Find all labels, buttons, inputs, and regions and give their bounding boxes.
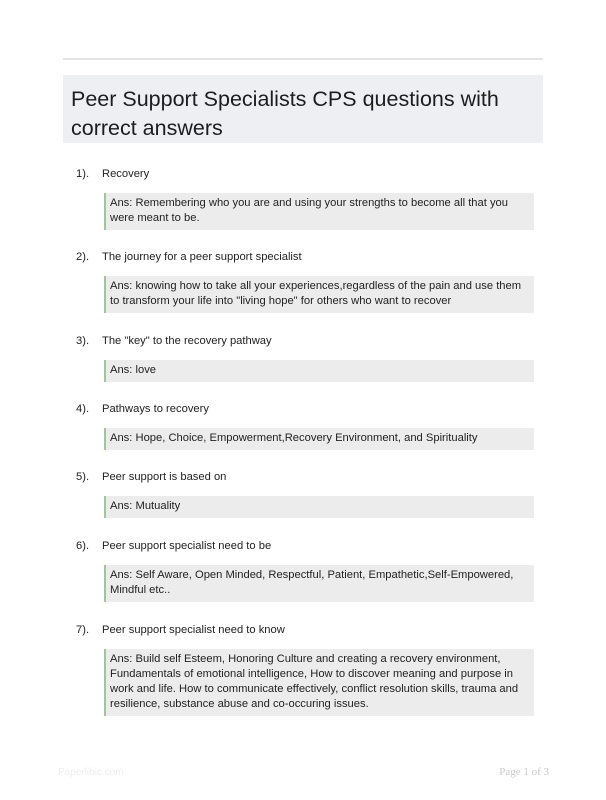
- question-row: [76, 623, 534, 638]
- question-number: 4).: [76, 403, 90, 415]
- title-banner: [63, 75, 543, 143]
- answer-box: Ans: Self Aware, Open Minded, Respectful, Patient, Empathetic,Self-Empowered, Mindful etc..: [104, 565, 534, 602]
- question-row: [76, 250, 534, 265]
- qa-item-1: [76, 167, 534, 224]
- answer-box: Ans: Build self Esteem, Honoring Culture and creating a recovery environment, Fundamentals of emotional intelligence, How to discover meaning and purpose in work and life. How to communicate effectively, conflict resolution skills, trauma and resilience, substance abuse and co-occuring issues.: [104, 649, 534, 716]
- answer-box: Ans: Mutuality: [104, 496, 534, 518]
- qa-item-6: [76, 539, 534, 596]
- question-number: 3).: [76, 335, 90, 347]
- question-text: Peer support specialist need to be: [102, 540, 272, 552]
- footer-site-watermark: Paperlibic.com: [58, 767, 124, 778]
- top-divider: [63, 58, 543, 60]
- question-number: 2).: [76, 251, 90, 263]
- question-number: 5).: [76, 471, 90, 483]
- question-text: Pathways to recovery: [102, 403, 209, 415]
- qa-item-4: [76, 402, 534, 444]
- page-number: Page 1 of 3: [499, 766, 549, 778]
- question-text: Peer support specialist need to know: [102, 624, 285, 636]
- answer-box: Ans: Remembering who you are and using your strengths to become all that you were meant to be.: [104, 193, 534, 230]
- question-number: 7).: [76, 624, 90, 636]
- answer-box: Ans: knowing how to take all your experiences,regardless of the pain and use them to transform your life into "living hope" for others who want to recover: [104, 276, 534, 313]
- qa-item-3: [76, 334, 534, 376]
- qa-item-7: [76, 623, 534, 710]
- question-row: [76, 167, 534, 182]
- question-text: The "key" to the recovery pathway: [102, 335, 272, 347]
- question-row: [76, 539, 534, 554]
- page-title: Peer Support Specialists CPS questions with correct answers: [71, 87, 499, 140]
- question-row: [76, 402, 534, 417]
- qa-item-2: [76, 250, 534, 307]
- question-number: 6).: [76, 540, 90, 552]
- question-text: Recovery: [102, 168, 150, 180]
- question-text: Peer support is based on: [102, 471, 227, 483]
- question-number: 1).: [76, 168, 90, 180]
- question-row: [76, 334, 534, 349]
- answer-box: Ans: Hope, Choice, Empowerment,Recovery Environment, and Spirituality: [104, 428, 534, 450]
- qa-item-5: [76, 470, 534, 512]
- answer-box: Ans: love: [104, 360, 534, 382]
- question-text: The journey for a peer support specialist: [102, 251, 302, 263]
- question-row: [76, 470, 534, 485]
